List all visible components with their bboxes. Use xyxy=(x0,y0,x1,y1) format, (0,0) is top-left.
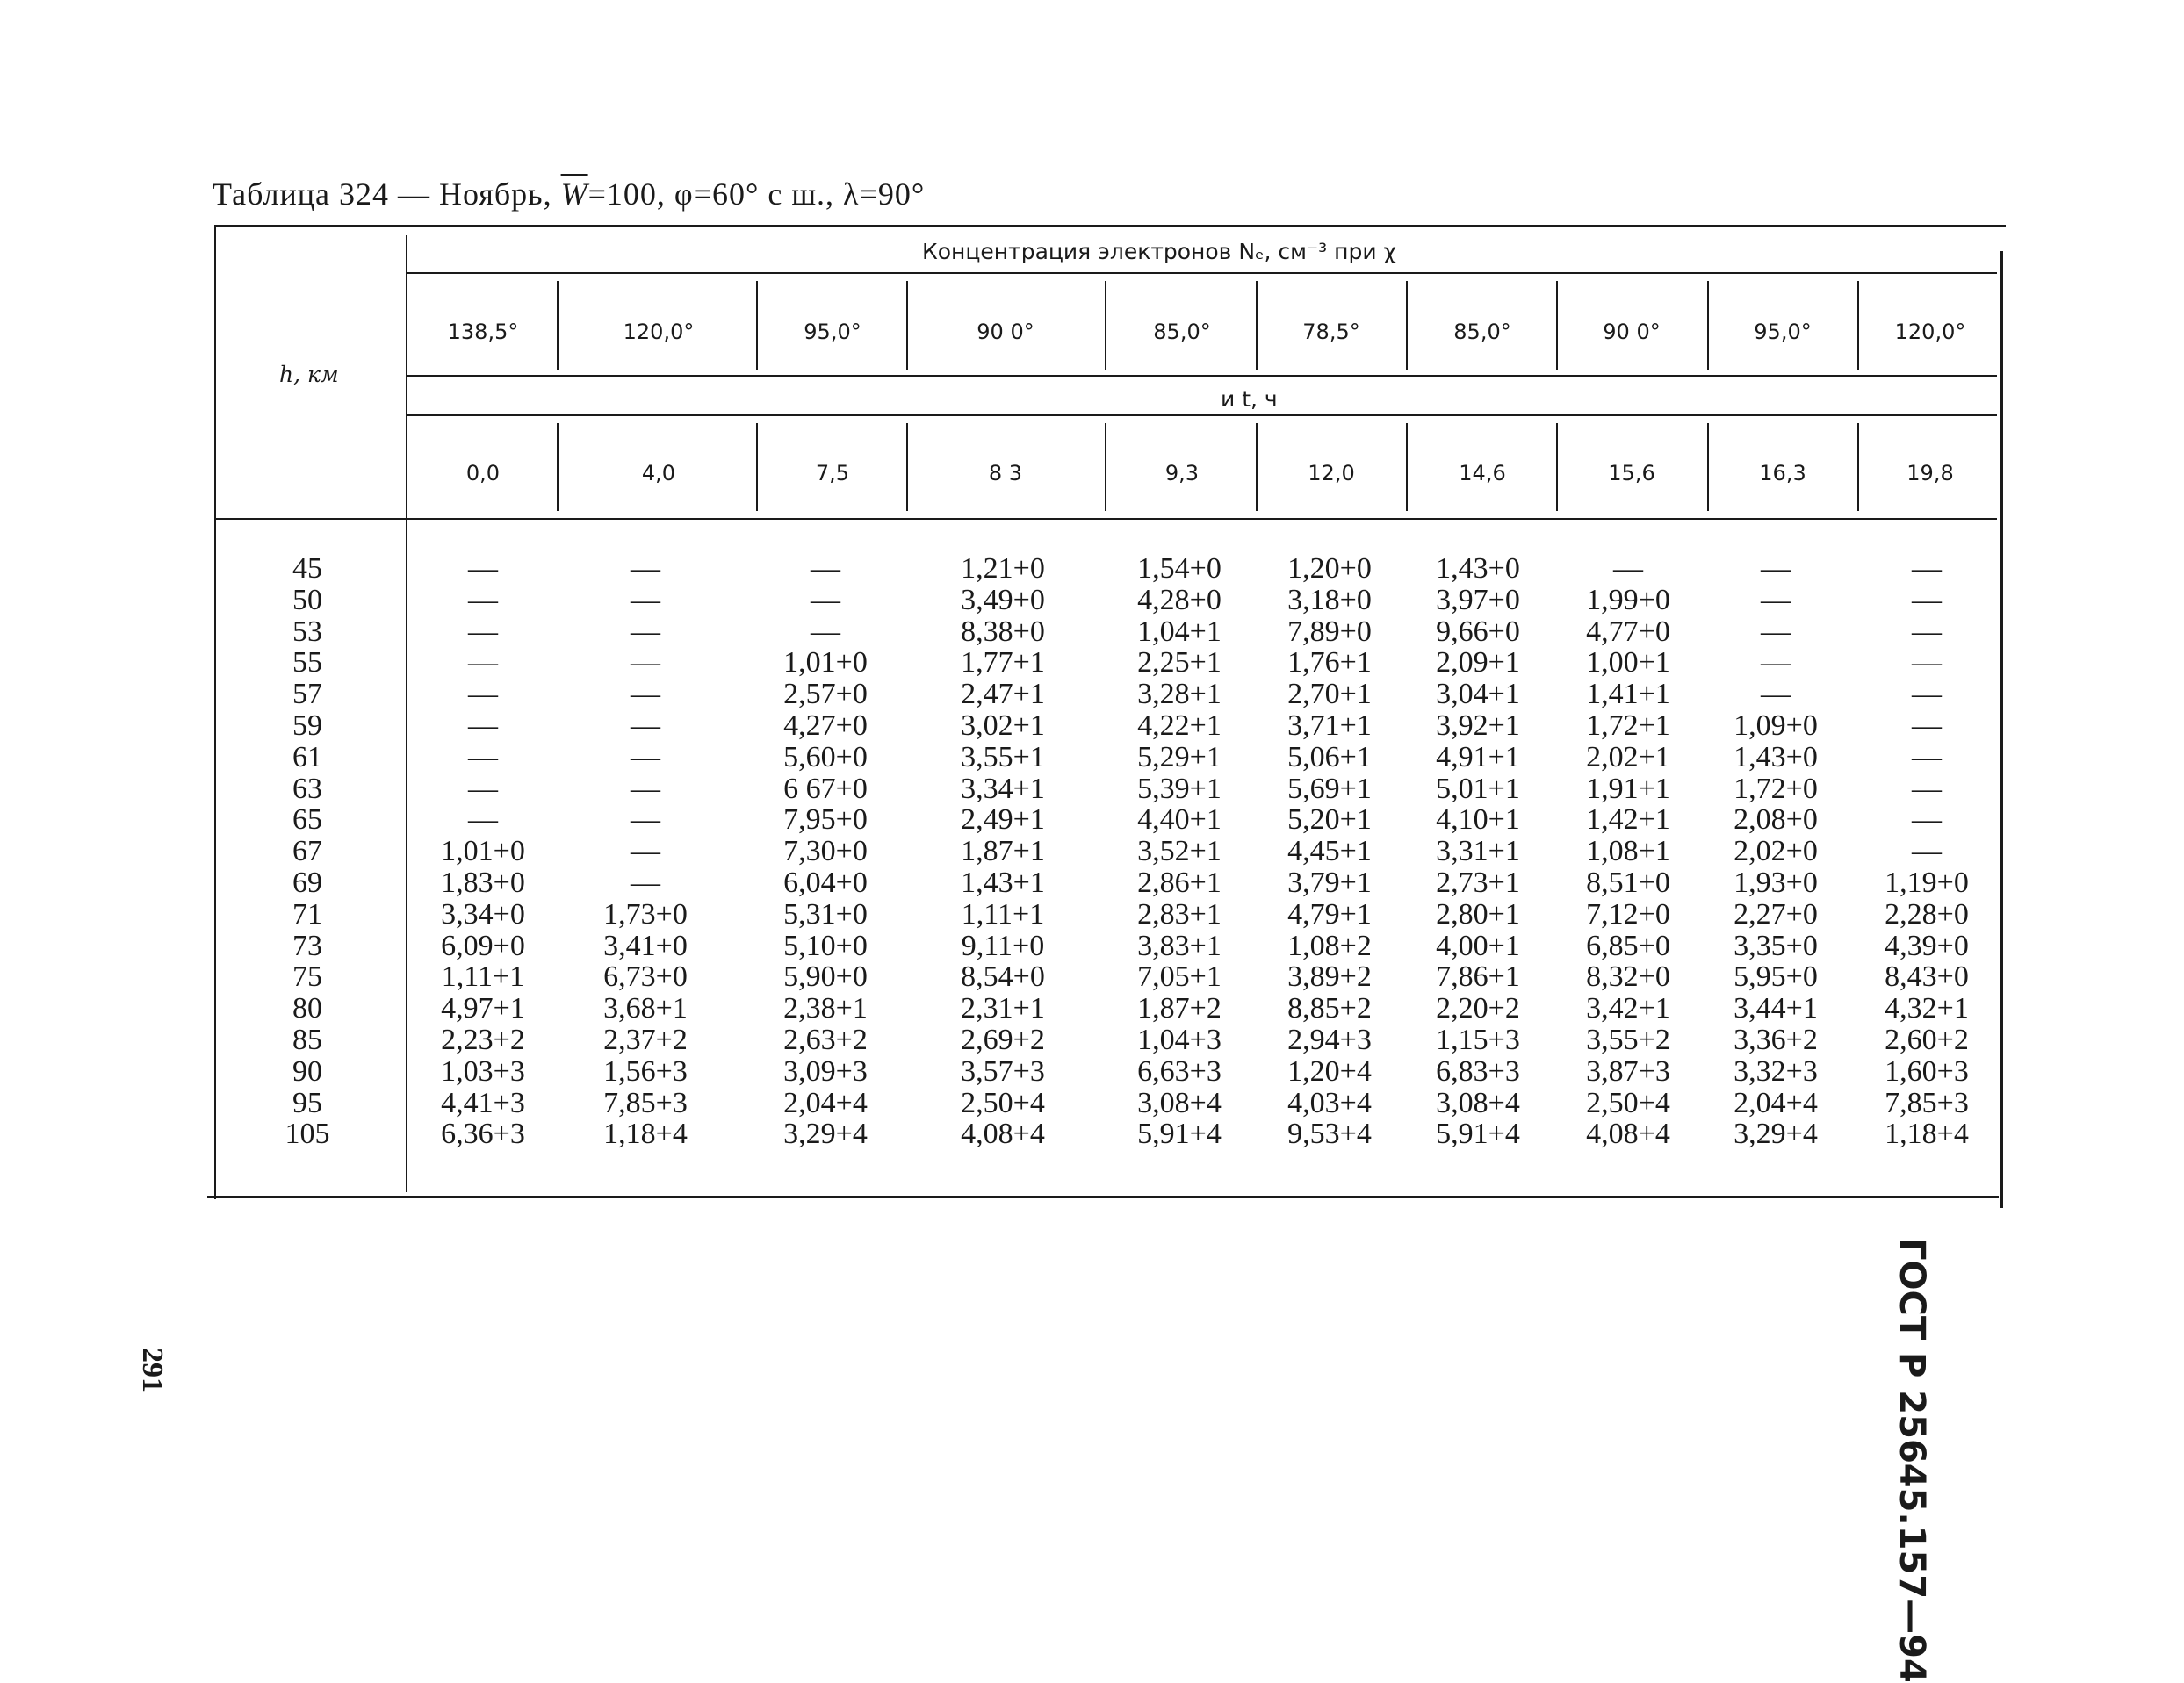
table-cell: 3,08+4 xyxy=(1436,1086,1520,1119)
table-cell: 2,57+0 xyxy=(783,678,868,711)
table-cell: 8,32+0 xyxy=(1586,960,1670,994)
table-cell: 1,60+3 xyxy=(1885,1054,1969,1088)
table-cell: — xyxy=(468,740,498,773)
t-value: 4,0 xyxy=(641,461,676,485)
table-cell: 2,04+4 xyxy=(1734,1086,1818,1119)
t-separator xyxy=(1707,423,1709,511)
table-cell: 1,18+4 xyxy=(1885,1118,1969,1151)
header-bottom-rule xyxy=(214,518,1997,520)
table-cell: 3,28+1 xyxy=(1137,678,1222,711)
chi-value: 85,0° xyxy=(1153,320,1211,344)
chi-separator xyxy=(1707,281,1709,370)
chi-separator xyxy=(1256,281,1258,370)
table-cell: 4,03+4 xyxy=(1287,1086,1372,1119)
table-cell: — xyxy=(1761,583,1791,616)
t-value: 8 3 xyxy=(988,461,1023,485)
table-cell: — xyxy=(1761,615,1791,648)
chi-value: 120,0° xyxy=(623,320,695,344)
table-cell: 3,32+3 xyxy=(1734,1054,1818,1088)
table-cell: — xyxy=(1912,552,1942,585)
table-cell: 8,51+0 xyxy=(1586,866,1670,899)
data-column xyxy=(933,553,1073,1150)
table-cell: 5,60+0 xyxy=(783,740,868,773)
chi-value: 120,0° xyxy=(1894,320,1966,344)
table-cell: 1,56+3 xyxy=(603,1054,688,1088)
table-cell: 4,39+0 xyxy=(1885,929,1969,962)
t-value: 7,5 xyxy=(815,461,850,485)
height-value: 90 xyxy=(292,1054,322,1088)
table-cell: 6 67+0 xyxy=(783,772,868,805)
table-cell: 7,85+3 xyxy=(1885,1086,1969,1119)
table-cell: 5,91+4 xyxy=(1436,1118,1520,1151)
table-cell: — xyxy=(1912,583,1942,616)
table-cell: 4,32+1 xyxy=(1885,992,1969,1025)
table-cell: 4,77+0 xyxy=(1586,615,1670,648)
table-cell: 2,23+2 xyxy=(441,1023,525,1056)
table-cell: 4,91+1 xyxy=(1436,740,1520,773)
table-cell: 3,71+1 xyxy=(1287,708,1372,742)
table-cell: 6,83+3 xyxy=(1436,1054,1520,1088)
table-cell: 1,15+3 xyxy=(1436,1023,1520,1056)
table-cell: 1,08+1 xyxy=(1586,835,1670,868)
table-cell: 1,04+3 xyxy=(1137,1023,1222,1056)
table-cell: 5,95+0 xyxy=(1734,960,1818,994)
chi-separator xyxy=(906,281,908,370)
table-cell: 3,09+3 xyxy=(783,1054,868,1088)
table-cell: 4,41+3 xyxy=(441,1086,525,1119)
table-cell: 2,20+2 xyxy=(1436,992,1520,1025)
t-separator xyxy=(1105,423,1106,511)
table-cell: 4,08+4 xyxy=(1586,1118,1670,1151)
table-cell: 1,41+1 xyxy=(1586,678,1670,711)
table-cell: 7,95+0 xyxy=(783,803,868,837)
table-cell: — xyxy=(631,772,660,805)
table-cell: 3,52+1 xyxy=(1137,835,1222,868)
table-cell: 3,34+0 xyxy=(441,897,525,931)
table-cell: 5,06+1 xyxy=(1287,740,1372,773)
table-cell: — xyxy=(631,678,660,711)
table-cell: 2,28+0 xyxy=(1885,897,1969,931)
table-cell: 5,10+0 xyxy=(783,929,868,962)
chi-separator xyxy=(1556,281,1558,370)
data-column xyxy=(1705,553,1846,1150)
height-value: 57 xyxy=(292,678,322,711)
t-separator xyxy=(1857,423,1859,511)
t-separator xyxy=(756,423,758,511)
table-cell: 7,89+0 xyxy=(1287,615,1372,648)
table-cell: 4,97+1 xyxy=(441,992,525,1025)
chi-separator xyxy=(1105,281,1106,370)
table-cell: 3,92+1 xyxy=(1436,708,1520,742)
t-value: 15,6 xyxy=(1608,461,1655,485)
table-cell: — xyxy=(468,772,498,805)
table-cell: 3,04+1 xyxy=(1436,678,1520,711)
table-cell: — xyxy=(811,552,840,585)
table-cell: 3,87+3 xyxy=(1586,1054,1670,1088)
t-separator xyxy=(1556,423,1558,511)
table-cell: 3,89+2 xyxy=(1287,960,1372,994)
table-cell: — xyxy=(1912,772,1942,805)
t-value: 12,0 xyxy=(1308,461,1355,485)
table-cell: 1,77+1 xyxy=(961,646,1045,680)
data-column xyxy=(575,553,716,1150)
height-value: 67 xyxy=(292,835,322,868)
table-cell: 1,20+0 xyxy=(1287,552,1372,585)
height-value: 65 xyxy=(292,803,322,837)
height-value: 53 xyxy=(292,615,322,648)
table-cell: — xyxy=(811,583,840,616)
table-cell: 2,50+4 xyxy=(1586,1086,1670,1119)
table-cell: 3,55+1 xyxy=(961,740,1045,773)
table-cell: 5,69+1 xyxy=(1287,772,1372,805)
height-value: 50 xyxy=(292,583,322,616)
table-cell: 8,38+0 xyxy=(961,615,1045,648)
table-cell: 3,08+4 xyxy=(1137,1086,1222,1119)
t-value: 16,3 xyxy=(1759,461,1806,485)
table-cell: — xyxy=(631,803,660,837)
table-cell: 3,42+1 xyxy=(1586,992,1670,1025)
table-cell: 4,45+1 xyxy=(1287,835,1372,868)
chi-value: 95,0° xyxy=(1754,320,1812,344)
table-cell: 4,00+1 xyxy=(1436,929,1520,962)
table-cell: — xyxy=(1761,552,1791,585)
table-cell: 2,49+1 xyxy=(961,803,1045,837)
chi-row-bottom-rule xyxy=(406,375,1997,377)
table-cell: 9,66+0 xyxy=(1436,615,1520,648)
table-cell: — xyxy=(631,835,660,868)
chi-value: 85,0° xyxy=(1453,320,1511,344)
table-cell: — xyxy=(1912,803,1942,837)
chi-value: 95,0° xyxy=(804,320,861,344)
height-value: 75 xyxy=(292,960,322,994)
table-cell: 1,43+1 xyxy=(961,866,1045,899)
table-cell: 3,44+1 xyxy=(1734,992,1818,1025)
height-value: 73 xyxy=(292,929,322,962)
table-cell: — xyxy=(468,583,498,616)
table-cell: — xyxy=(468,615,498,648)
table-cell: 1,54+0 xyxy=(1137,552,1222,585)
chi-value: 90 0° xyxy=(977,320,1034,344)
chi-value: 138,5° xyxy=(447,320,519,344)
table-cell: 1,72+0 xyxy=(1734,772,1818,805)
table-cell: — xyxy=(1912,708,1942,742)
table-cell: 7,30+0 xyxy=(783,835,868,868)
table-left-border xyxy=(214,225,216,1199)
table-cell: 2,25+1 xyxy=(1137,646,1222,680)
table-cell: 2,80+1 xyxy=(1436,897,1520,931)
table-cell: — xyxy=(631,708,660,742)
table-cell: — xyxy=(1912,678,1942,711)
data-column xyxy=(413,553,553,1150)
table-cell: 1,43+0 xyxy=(1734,740,1818,773)
table-cell: — xyxy=(468,803,498,837)
table-cell: 2,63+2 xyxy=(783,1023,868,1056)
table-cell: 3,79+1 xyxy=(1287,866,1372,899)
table-cell: 3,97+0 xyxy=(1436,583,1520,616)
table-cell: 5,20+1 xyxy=(1287,803,1372,837)
table-cell: 6,09+0 xyxy=(441,929,525,962)
table-cell: 1,11+1 xyxy=(961,897,1045,931)
page-number: 291 xyxy=(136,1348,169,1392)
table-bottom-rule xyxy=(207,1196,1999,1198)
table-cell: 5,31+0 xyxy=(783,897,868,931)
table-cell: 1,03+3 xyxy=(441,1054,525,1088)
table-cell: 2,69+2 xyxy=(961,1023,1045,1056)
table-cell: 4,08+4 xyxy=(961,1118,1045,1151)
table-cell: — xyxy=(1912,615,1942,648)
table-cell: 1,18+4 xyxy=(603,1118,688,1151)
t-value: 14,6 xyxy=(1459,461,1506,485)
table-cell: — xyxy=(631,646,660,680)
table-cell: — xyxy=(1761,678,1791,711)
time-label-rule xyxy=(406,414,1997,416)
table-cell: — xyxy=(468,708,498,742)
data-column xyxy=(1259,553,1400,1150)
table-cell: 4,27+0 xyxy=(783,708,868,742)
height-value: 45 xyxy=(292,552,322,585)
table-cell: 2,04+4 xyxy=(783,1086,868,1119)
table-cell: 1,09+0 xyxy=(1734,708,1818,742)
table-cell: — xyxy=(631,615,660,648)
height-column xyxy=(263,553,351,1150)
table-cell: 3,57+3 xyxy=(961,1054,1045,1088)
table-cell: 1,93+0 xyxy=(1734,866,1818,899)
table-cell: 4,79+1 xyxy=(1287,897,1372,931)
table-cell: 3,02+1 xyxy=(961,708,1045,742)
table-cell: 1,73+0 xyxy=(603,897,688,931)
table-cell: 3,34+1 xyxy=(961,772,1045,805)
table-cell: 2,73+1 xyxy=(1436,866,1520,899)
data-column xyxy=(1408,553,1548,1150)
table-cell: 7,12+0 xyxy=(1586,897,1670,931)
table-cell: 2,47+1 xyxy=(961,678,1045,711)
t-separator xyxy=(1256,423,1258,511)
chi-separator xyxy=(1857,281,1859,370)
chi-separator xyxy=(756,281,758,370)
data-column xyxy=(1856,553,1997,1150)
chi-separator xyxy=(557,281,559,370)
table-cell: 1,04+1 xyxy=(1137,615,1222,648)
table-cell: 2,27+0 xyxy=(1734,897,1818,931)
table-cell: — xyxy=(468,552,498,585)
height-value: 55 xyxy=(292,646,322,680)
table-cell: 1,76+1 xyxy=(1287,646,1372,680)
table-cell: 3,31+1 xyxy=(1436,835,1520,868)
table-cell: — xyxy=(1912,646,1942,680)
table-cell: 1,42+1 xyxy=(1586,803,1670,837)
data-column xyxy=(1558,553,1698,1150)
table-cell: 2,83+1 xyxy=(1137,897,1222,931)
table-cell: 2,02+1 xyxy=(1586,740,1670,773)
table-cell: — xyxy=(468,678,498,711)
table-cell: 5,01+1 xyxy=(1436,772,1520,805)
height-value: 105 xyxy=(285,1118,330,1151)
h-column-divider xyxy=(406,235,407,1192)
table-cell: 3,49+0 xyxy=(961,583,1045,616)
table-top-rule xyxy=(214,225,2006,227)
concentration-header: Концентрация электронов Nₑ, см⁻³ при χ xyxy=(922,239,1397,264)
table-cell: 8,85+2 xyxy=(1287,992,1372,1025)
table-cell: — xyxy=(811,615,840,648)
caption-w-symbol: $\overline{W}$ xyxy=(560,176,588,212)
table-cell: 2,31+1 xyxy=(961,992,1045,1025)
t-separator xyxy=(1406,423,1408,511)
table-cell: — xyxy=(1613,552,1643,585)
table-cell: 1,01+0 xyxy=(441,835,525,868)
table-cell: 3,29+4 xyxy=(783,1118,868,1151)
table-cell: — xyxy=(1912,740,1942,773)
height-value: 59 xyxy=(292,708,322,742)
height-value: 71 xyxy=(292,897,322,931)
table-cell: 2,86+1 xyxy=(1137,866,1222,899)
height-value: 85 xyxy=(292,1023,322,1056)
table-cell: 5,39+1 xyxy=(1137,772,1222,805)
table-cell: 6,04+0 xyxy=(783,866,868,899)
table-cell: — xyxy=(631,583,660,616)
table-cell: 7,05+1 xyxy=(1137,960,1222,994)
table-cell: 2,08+0 xyxy=(1734,803,1818,837)
t-value: 9,3 xyxy=(1164,461,1200,485)
table-cell: 3,83+1 xyxy=(1137,929,1222,962)
table-cell: 1,11+1 xyxy=(441,960,525,994)
table-cell: 3,41+0 xyxy=(603,929,688,962)
table-cell: 1,72+1 xyxy=(1586,708,1670,742)
table-caption xyxy=(213,176,925,212)
table-cell: 1,08+2 xyxy=(1287,929,1372,962)
table-cell: 5,90+0 xyxy=(783,960,868,994)
table-cell: 8,54+0 xyxy=(961,960,1045,994)
table-cell: 1,99+0 xyxy=(1586,583,1670,616)
table-cell: 9,53+4 xyxy=(1287,1118,1372,1151)
table-right-border xyxy=(2000,251,2003,1208)
t-value: 19,8 xyxy=(1906,461,1954,485)
height-value: 61 xyxy=(292,740,322,773)
table-cell: 5,29+1 xyxy=(1137,740,1222,773)
height-value: 63 xyxy=(292,772,322,805)
caption-prefix: Таблица 324 — Ноябрь, xyxy=(213,176,561,212)
table-cell: 1,87+2 xyxy=(1137,992,1222,1025)
table-cell: 6,73+0 xyxy=(603,960,688,994)
table-cell: — xyxy=(631,552,660,585)
height-value: 95 xyxy=(292,1086,322,1119)
table-cell: 3,68+1 xyxy=(603,992,688,1025)
table-cell: 2,09+1 xyxy=(1436,646,1520,680)
table-cell: 4,22+1 xyxy=(1137,708,1222,742)
table-cell: — xyxy=(468,646,498,680)
table-cell: 1,83+0 xyxy=(441,866,525,899)
table-cell: 4,10+1 xyxy=(1436,803,1520,837)
data-column xyxy=(1109,553,1250,1150)
table-cell: 5,91+4 xyxy=(1137,1118,1222,1151)
table-cell: 6,36+3 xyxy=(441,1118,525,1151)
table-cell: 6,63+3 xyxy=(1137,1054,1222,1088)
table-cell: 3,35+0 xyxy=(1734,929,1818,962)
table-cell: 2,02+0 xyxy=(1734,835,1818,868)
chi-value: 90 0° xyxy=(1603,320,1661,344)
table-cell: 1,91+1 xyxy=(1586,772,1670,805)
table-cell: 4,28+0 xyxy=(1137,583,1222,616)
table-cell: 1,43+0 xyxy=(1436,552,1520,585)
table-cell: — xyxy=(631,866,660,899)
table-cell: 2,94+3 xyxy=(1287,1023,1372,1056)
table-cell: 4,40+1 xyxy=(1137,803,1222,837)
height-value: 69 xyxy=(292,866,322,899)
table-cell: — xyxy=(631,740,660,773)
table-cell: 9,11+0 xyxy=(961,929,1045,962)
time-header: и t, ч xyxy=(1221,386,1278,412)
table-cell: 1,00+1 xyxy=(1586,646,1670,680)
table-cell: 6,85+0 xyxy=(1586,929,1670,962)
table-cell: 8,43+0 xyxy=(1885,960,1969,994)
table-cell: 1,20+4 xyxy=(1287,1054,1372,1088)
table-cell: 2,37+2 xyxy=(603,1023,688,1056)
t-separator xyxy=(557,423,559,511)
table-cell: 1,21+0 xyxy=(961,552,1045,585)
table-cell: 1,87+1 xyxy=(961,835,1045,868)
table-cell: 2,38+1 xyxy=(783,992,868,1025)
table-cell: 3,55+2 xyxy=(1586,1023,1670,1056)
height-value: 80 xyxy=(292,992,322,1025)
chi-separator xyxy=(1406,281,1408,370)
table-cell: 7,85+3 xyxy=(603,1086,688,1119)
h-column-header: h, км xyxy=(279,362,339,387)
table-cell: 3,29+4 xyxy=(1734,1118,1818,1151)
table-cell: — xyxy=(1761,646,1791,680)
table-cell: 2,70+1 xyxy=(1287,678,1372,711)
table-cell: 2,50+4 xyxy=(961,1086,1045,1119)
chi-value: 78,5° xyxy=(1302,320,1360,344)
t-value: 0,0 xyxy=(465,461,501,485)
table-cell: 3,18+0 xyxy=(1287,583,1372,616)
table-cell: 1,01+0 xyxy=(783,646,868,680)
table-cell: 7,86+1 xyxy=(1436,960,1520,994)
table-cell: — xyxy=(1912,835,1942,868)
data-column xyxy=(755,553,896,1150)
conc-label-rule xyxy=(406,272,1997,274)
t-separator xyxy=(906,423,908,511)
table-cell: 3,36+2 xyxy=(1734,1023,1818,1056)
document-id: ГОСТ Р 25645.157—94 xyxy=(1892,1238,1932,1683)
caption-rest: =100, φ=60° с ш., λ=90° xyxy=(587,176,926,212)
table-cell: 2,60+2 xyxy=(1885,1023,1969,1056)
table-cell: 1,19+0 xyxy=(1885,866,1969,899)
